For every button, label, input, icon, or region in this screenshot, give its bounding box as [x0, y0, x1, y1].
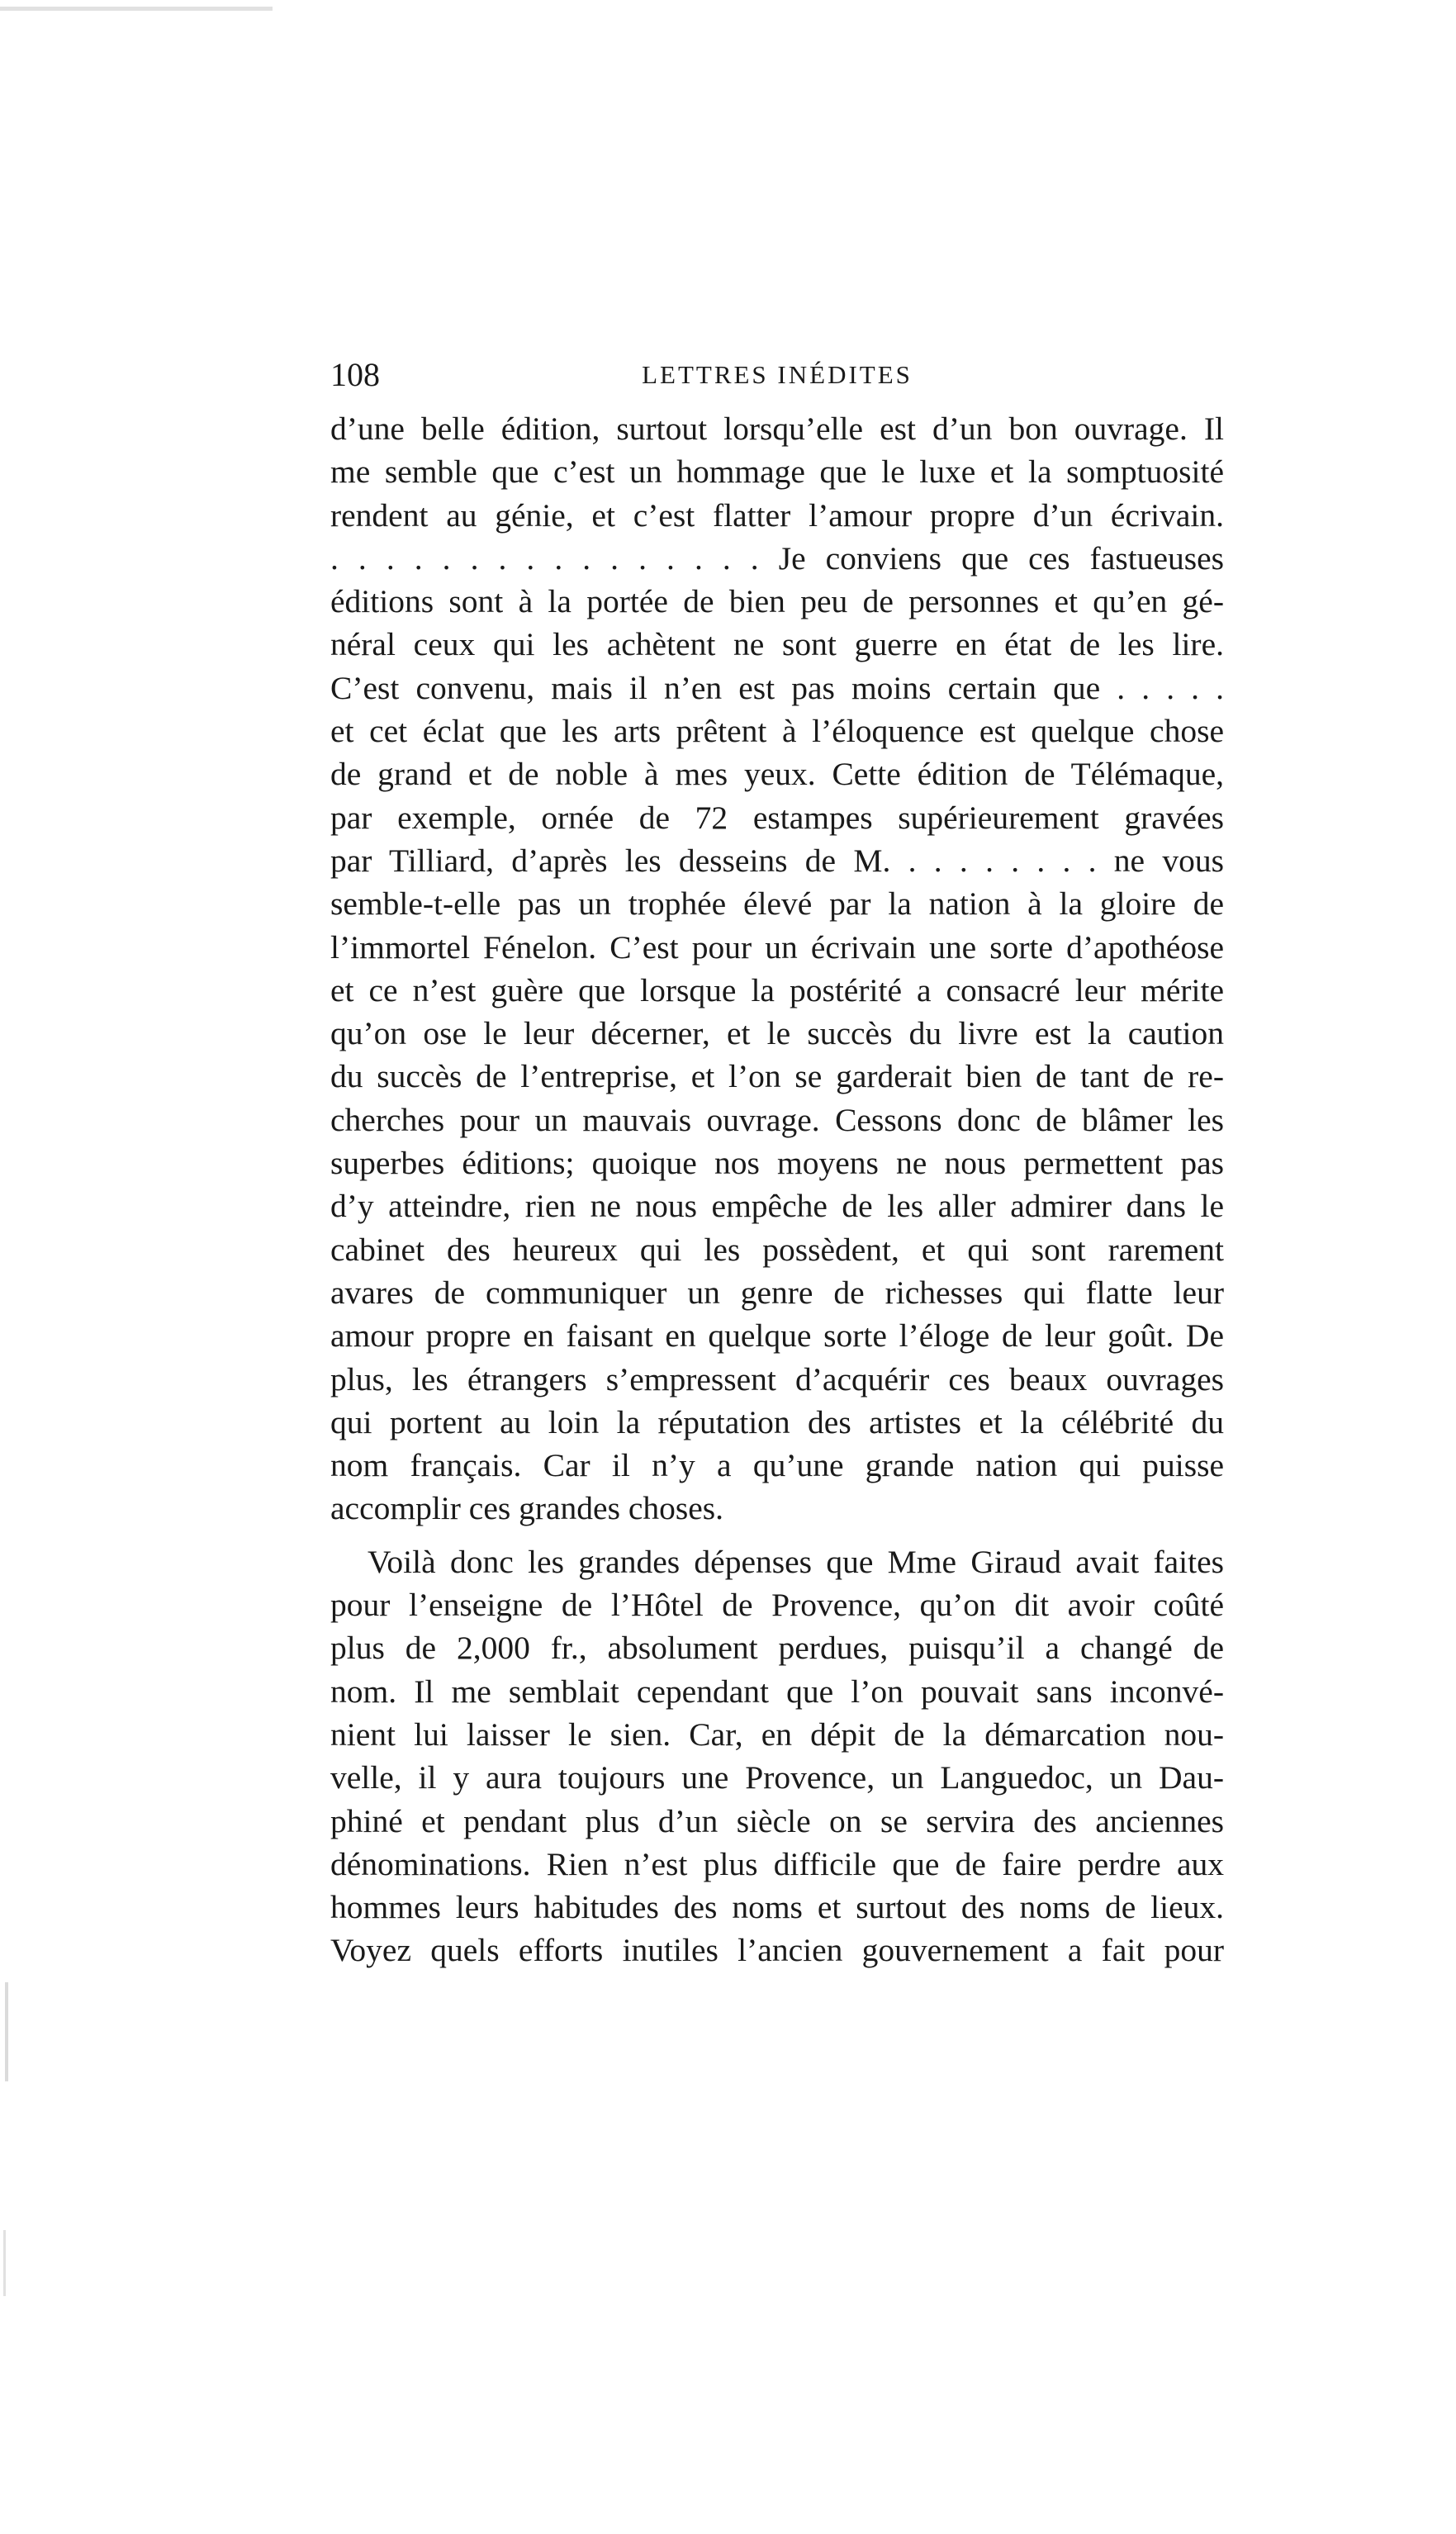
text-line: qui portent au loin la réputation des artistes et la célébrité du	[330, 1403, 1224, 1440]
body-text	[330, 407, 1224, 1972]
text-line: rendent au génie, et c’est flatter l’amour propre d’un écrivain.	[330, 496, 1224, 534]
scan-mark-left-2	[3, 2230, 6, 2296]
text-line: plus de 2,000 fr., absolument perdues, puisqu’il a changé de	[330, 1630, 1224, 1667]
text-line: accomplir ces grandes choses.	[330, 1490, 724, 1527]
text-line: amour propre en faisant en quelque sorte l’éloge de leur goût. De	[330, 1317, 1224, 1355]
text-line: avares de communiquer un genre de richesses qui flatte leur	[330, 1274, 1224, 1311]
text-line: pour l’enseigne de l’Hôtel de Provence, qu’on dit avoir coûté	[330, 1587, 1224, 1624]
text-line: du succès de l’entreprise, et l’on se garderait bien de tant de re-	[330, 1058, 1224, 1095]
text-line: par Tilliard, d’après les desseins de M. . . . . . . . . ne vous	[330, 842, 1224, 879]
text-line: éditions sont à la portée de bien peu de personnes et qu’en gé-	[330, 583, 1224, 620]
text-line: plus, les étrangers s’empressent d’acquérir ces beaux ouvrages	[330, 1360, 1224, 1397]
text-line: d’y atteindre, rien ne nous empêche de les aller admirer dans le	[330, 1188, 1224, 1225]
text-line: par exemple, ornée de 72 estampes supérieurement gravées	[330, 799, 1224, 836]
text-line: néral ceux qui les achètent ne sont guerre en état de les lire.	[330, 626, 1224, 663]
text-line: phiné et pendant plus d’un siècle on se servira des anciennes	[330, 1802, 1224, 1839]
text-line: superbes éditions; quoique nos moyens ne nous permettent pas	[330, 1145, 1224, 1182]
scan-mark-left-1	[5, 1982, 8, 2081]
text-line: Voyez quels efforts inutiles l’ancien gouvernement a fait pour	[330, 1932, 1224, 1969]
text-line: d’une belle édition, surtout lorsqu’elle est d’un bon ouvrage. Il	[330, 410, 1224, 447]
text-line: et ce n’est guère que lorsque la postérité a consacré leur mérite	[330, 971, 1224, 1008]
running-title: LETTRES INÉDITES	[642, 360, 913, 389]
page-header	[330, 355, 1224, 405]
scan-mark-top	[0, 7, 273, 11]
paragraph-2	[330, 1540, 1224, 1972]
text-line: l’immortel Fénelon. C’est pour un écrivain une sorte d’apothéose	[330, 928, 1224, 966]
text-line: me semble que c’est un hommage que le luxe et la somptuosité	[330, 453, 1224, 491]
text-line: nom. Il me semblait cependant que l’on pouvait sans inconvé-	[330, 1673, 1224, 1710]
paragraph-1	[330, 407, 1224, 1530]
text-line: nient lui laisser le sien. Car, en dépit de la démarcation nou-	[330, 1715, 1224, 1753]
text-line: de grand et de noble à mes yeux. Cette édition de Télémaque,	[330, 756, 1224, 793]
text-line: Voilà donc les grandes dépenses que Mme Giraud avait faites	[368, 1543, 1224, 1580]
text-line: cherches pour un mauvais ouvrage. Cessons donc de blâmer les	[330, 1101, 1224, 1138]
text-line: . . . . . . . . . . . . . . . . Je conviens que ces fastueuses	[330, 539, 1224, 577]
text-line: et cet éclat que les arts prêtent à l’éloquence est quelque chose	[330, 713, 1224, 750]
page-number: 108	[330, 356, 380, 393]
text-line: qu’on ose le leur décerner, et le succès du livre est la caution	[330, 1015, 1224, 1052]
text-line: dénominations. Rien n’est plus difficile que de faire perdre aux	[330, 1845, 1224, 1882]
text-line: cabinet des heureux qui les possèdent, et qui sont rarement	[330, 1231, 1224, 1268]
paragraph-gap	[330, 1530, 1224, 1540]
text-line: nom français. Car il n’y a qu’une grande nation qui puisse	[330, 1447, 1224, 1484]
text-line: C’est convenu, mais il n’en est pas moins certain que . . . . .	[330, 669, 1224, 706]
text-line: semble-t-elle pas un trophée élevé par la nation à la gloire de	[330, 885, 1224, 923]
text-line: hommes leurs habitudes des noms et surtout des noms de lieux.	[330, 1889, 1224, 1926]
text-line: velle, il y aura toujours une Provence, un Languedoc, un Dau-	[330, 1759, 1224, 1796]
